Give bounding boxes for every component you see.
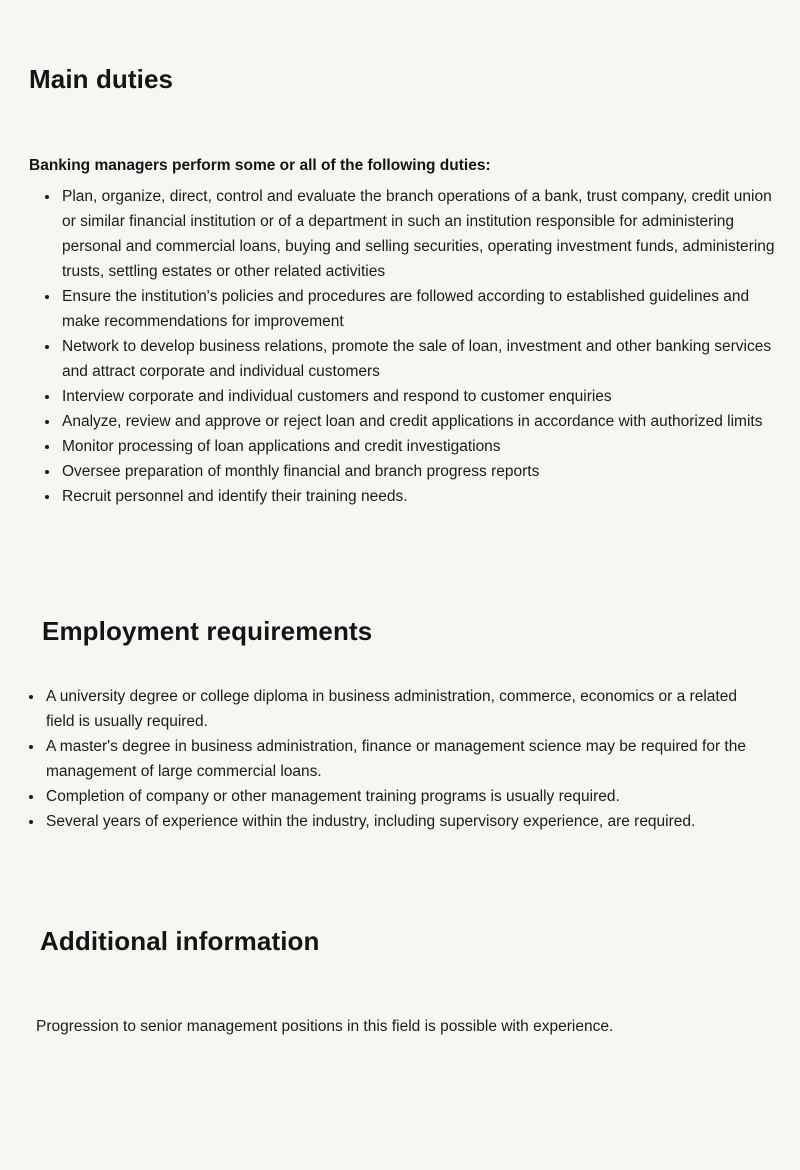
duty-item: • Plan, organize, direct, control and evaluate the branch operations of a bank, trust company, credit union or similar financial institution or of a department in such an institution responsible for administering personal and commercial loans, buying and selling securities, operating investment funds, administering trusts, settling estates or other related activities: [60, 184, 788, 284]
employment-requirements-list: [14, 684, 766, 834]
duty-item: • Recruit personnel and identify their training needs.: [60, 484, 788, 509]
duty-item: • Monitor processing of loan applications and credit investigations: [60, 434, 788, 459]
additional-information-heading: Additional information: [40, 926, 320, 956]
duty-item: • Network to develop business relations, promote the sale of loan, investment and other banking services and attract corporate and individual customers: [60, 334, 788, 384]
duty-item: • Oversee preparation of monthly financial and branch progress reports: [60, 459, 788, 484]
requirement-item: • Completion of company or other management training programs is usually required.: [44, 784, 766, 809]
additional-information-text: Progression to senior management positions in this field is possible with experience.: [36, 1017, 614, 1035]
duty-item: • Ensure the institution's policies and procedures are followed according to established guidelines and make recommendations for improvement: [60, 284, 788, 334]
requirement-item: • A university degree or college diploma in business administration, commerce, economics or a related field is usually required.: [44, 684, 766, 734]
requirement-item: • A master's degree in business administration, finance or management science may be required for the management of large commercial loans.: [44, 734, 766, 784]
main-duties-heading: Main duties: [29, 64, 174, 94]
main-duties-list: [29, 184, 788, 509]
employment-requirements-heading: Employment requirements: [42, 616, 373, 646]
duties-intro-text: Banking managers perform some or all of the following duties:: [29, 156, 491, 174]
duty-item: • Analyze, review and approve or reject loan and credit applications in accordance with authorized limits: [60, 409, 788, 434]
requirement-item: • Several years of experience within the industry, including supervisory experience, are required.: [44, 809, 766, 834]
duty-item: • Interview corporate and individual customers and respond to customer enquiries: [60, 384, 788, 409]
